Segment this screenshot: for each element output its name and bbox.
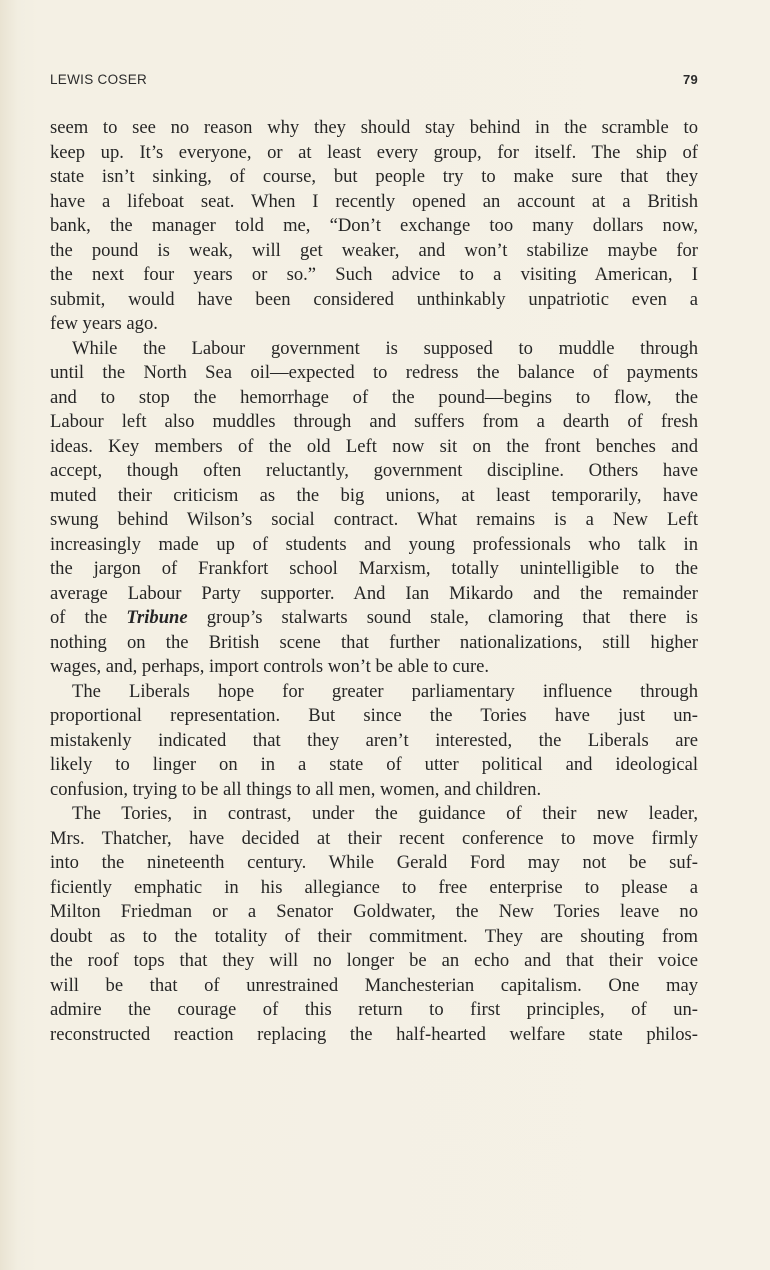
text-line: the jargon of Frankfort school Marxism, totally unintelligible to the [50, 558, 698, 579]
text-line: confusion, trying to be all things to all men, women, and children. [50, 778, 542, 800]
text-line: until the North Sea oil—expected to redress the balance of payments [50, 362, 698, 383]
text-line: average Labour Party supporter. And Ian Mikardo and the remainder [50, 582, 698, 604]
text-line: likely to linger on in a state of utter political and ideological [50, 754, 698, 775]
text-line: few years ago. [50, 313, 158, 334]
text-line: swung behind Wilson’s social contract. What remains is a New Left [50, 509, 698, 530]
text-line: state isn’t sinking, of course, but people try to make sure that they [50, 166, 698, 187]
text-span: group’s stalwarts sound stale, clamoring that there is [187, 607, 698, 628]
text-line: muted their criticism as the big unions, at least temporarily, have [50, 484, 698, 506]
text-line: Labour left also muddles through and suffers from a dearth of fresh [50, 411, 698, 432]
text-line: will be that of unrestrained Manchesterian capitalism. One may [50, 974, 698, 996]
text-line: the next four years or so.” Such advice to a visiting American, I [50, 264, 698, 285]
text-line: proportional representation. But since the Tories have just un- [50, 705, 698, 726]
italic-title: Tribune [126, 607, 188, 628]
text-line: into the nineteenth century. While Gerald Ford may not be suf- [50, 852, 698, 873]
body-text [50, 116, 698, 1047]
text-line: The Tories, in contrast, under the guidance of their new leader, [72, 803, 698, 824]
text-line: ficiently emphatic in his allegiance to free enterprise to please a [50, 876, 698, 898]
text-line [50, 606, 698, 631]
text-line: the pound is weak, will get weaker, and won’t stabilize maybe for [50, 239, 698, 261]
running-header-author: LEWIS COSER [50, 72, 148, 87]
text-line: While the Labour government is supposed to muddle through [72, 337, 698, 359]
text-line: doubt as to the totality of their commitment. They are shouting from [50, 925, 698, 947]
text-line: The Liberals hope for greater parliamentary influence through [72, 680, 698, 702]
text-line: reconstructed reaction replacing the half-hearted welfare state philos- [50, 1023, 698, 1045]
running-header [50, 72, 698, 90]
page-number: 79 [682, 72, 698, 87]
text-span: of the [50, 607, 127, 628]
text-line: admire the courage of this return to first principles, of un- [50, 999, 698, 1020]
text-line: ideas. Key members of the old Left now sit on the front benches and [50, 435, 698, 457]
text-line: mistakenly indicated that they aren’t interested, the Liberals are [50, 729, 698, 751]
text-line: bank, the manager told me, “Don’t exchange too many dollars now, [50, 215, 698, 236]
text-line: the roof tops that they will no longer be an echo and that their voice [50, 950, 698, 971]
text-line: wages, and, perhaps, import controls won’t be able to cure. [50, 656, 490, 677]
text-line: Milton Friedman or a Senator Goldwater, the New Tories leave no [50, 901, 698, 922]
text-line: accept, though often reluctantly, government discipline. Others have [50, 460, 698, 481]
text-line: have a lifeboat seat. When I recently opened an account at a British [50, 190, 698, 212]
text-line: Mrs. Thatcher, have decided at their recent conference to move firmly [50, 827, 698, 849]
text-line: seem to see no reason why they should stay behind in the scramble to [50, 117, 698, 138]
text-line: and to stop the hemorrhage of the pound—begins to flow, the [50, 386, 698, 408]
text-line: increasingly made up of students and young professionals who talk in [50, 533, 698, 555]
text-line: nothing on the British scene that further nationalizations, still higher [50, 631, 698, 653]
text-line: keep up. It’s everyone, or at least every group, for itself. The ship of [50, 141, 698, 163]
text-line: submit, would have been considered unthinkably unpatriotic even a [50, 288, 698, 310]
